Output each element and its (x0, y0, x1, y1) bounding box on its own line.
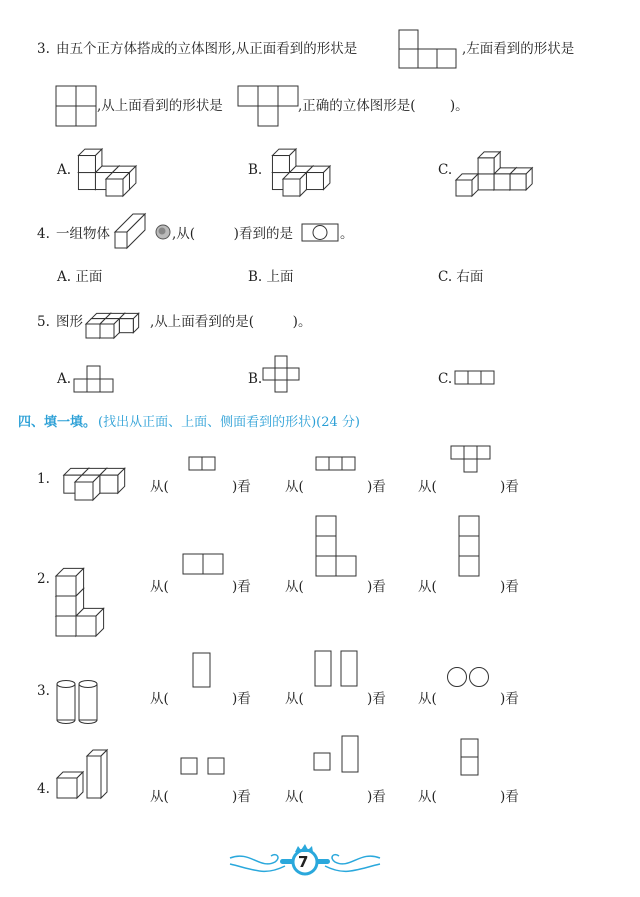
row-3-from-label-2: 从( (285, 691, 304, 707)
view-cell (258, 106, 278, 126)
circle-view (313, 226, 327, 240)
row-4-view-3 (460, 738, 482, 778)
cube-front (510, 174, 526, 190)
view-cell (193, 653, 210, 687)
view-cell (275, 356, 287, 368)
view-cell (76, 86, 96, 106)
row-1-look-label-1: )看 (232, 479, 251, 495)
row-1-figure (55, 462, 127, 502)
view-cell (314, 753, 330, 770)
cube-front (494, 174, 510, 190)
q3-number: 3. (37, 41, 50, 57)
row-4-view-2 (312, 735, 362, 777)
row-2-from-label-1: 从( (150, 579, 169, 595)
row-2-number: 2. (37, 571, 50, 587)
view-cell (329, 457, 342, 470)
q4-objects-figure (113, 212, 175, 252)
page-number: 7 (298, 853, 309, 871)
row-1-from-label-1: 从( (150, 479, 169, 495)
cylinder-top (57, 681, 75, 688)
q3-line1-end: ,左面看到的形状是 (462, 41, 575, 57)
row-4-look-label-2: )看 (367, 789, 386, 805)
row-2-view-3 (458, 515, 482, 579)
view-cell (464, 459, 477, 472)
ornament-crown (295, 844, 313, 852)
cube-front (106, 179, 123, 196)
row-1-answer-blank-3[interactable] (440, 478, 496, 496)
cube-front (119, 319, 133, 333)
view-cell (238, 86, 258, 106)
section4-subtitle: (找出从正面、上面、侧面看到的形状)(24 分) (98, 415, 360, 430)
view-cell (208, 758, 224, 774)
row-3-number: 3. (37, 683, 50, 699)
view-cell (316, 457, 329, 470)
q5-option-b[interactable]: B. (248, 371, 263, 387)
cube-front (478, 158, 494, 174)
cube-front (478, 174, 494, 190)
q4-text-b: ,从( )看到的是 (172, 226, 293, 242)
row-2-look-label-3: )看 (500, 579, 519, 595)
view-cell (275, 380, 287, 392)
section4-title: 四、填一填。 (18, 415, 97, 430)
row-1-number: 1. (37, 471, 50, 487)
row-2-from-label-2: 从( (285, 579, 304, 595)
q3-line1: 由五个正方体搭成的立体图形,从正面看到的形状是 (56, 41, 358, 57)
view-cell (399, 30, 418, 49)
row-1-from-label-2: 从( (285, 479, 304, 495)
cylinder-body (79, 684, 97, 720)
row-1-answer-blank-1[interactable] (172, 478, 228, 496)
row-1-view-1 (188, 456, 218, 474)
ornament-swirl-left (230, 855, 285, 872)
q5-option-a[interactable]: A. (57, 371, 72, 387)
view-cell (278, 86, 298, 106)
cylinder-base (79, 720, 97, 723)
row-3-answer-blank-3[interactable] (440, 690, 496, 708)
q4-view-figure (301, 222, 341, 244)
cube-front (78, 156, 95, 173)
q3-top-view-figure (237, 84, 301, 128)
row-1-view-3 (450, 445, 496, 477)
q3-option-a-figure (70, 136, 142, 198)
q5-text-b: ,从上面看到的是( )。 (150, 314, 312, 330)
q4-number: 4. (37, 226, 50, 242)
cube-front (56, 576, 76, 596)
q5-option-a-figure (73, 360, 117, 394)
row-3-view-3 (446, 666, 496, 690)
cube-front (75, 482, 93, 500)
row-3-look-label-3: )看 (500, 691, 519, 707)
view-cell (258, 86, 278, 106)
row-4-number: 4. (37, 781, 50, 797)
cube-front (115, 232, 127, 248)
view-cell (76, 106, 96, 126)
view-cell (336, 556, 356, 576)
q3-left-view-figure (55, 84, 99, 128)
view-cell (461, 739, 478, 757)
view-cell (87, 379, 100, 392)
view-cell (275, 368, 287, 380)
cylinder-base (57, 720, 75, 724)
view-cell (87, 366, 100, 379)
row-2-answer-blank-2[interactable] (307, 578, 363, 596)
view-cell (418, 49, 437, 68)
cube-side (101, 750, 107, 798)
cube-front (87, 756, 101, 798)
circle-view (470, 668, 489, 687)
cube-front (57, 778, 77, 798)
row-4-from-label-3: 从( (418, 789, 437, 805)
q4-option-b[interactable]: B. 上面 (248, 269, 294, 285)
view-cell (315, 651, 331, 686)
q3-option-b-figure (264, 136, 336, 198)
row-3-view-2 (314, 650, 360, 690)
q5-option-c[interactable]: C. (438, 371, 453, 387)
row-3-answer-blank-2[interactable] (307, 690, 363, 708)
view-cell (459, 536, 479, 556)
row-4-view-1 (180, 756, 228, 778)
row-1-look-label-3: )看 (500, 479, 519, 495)
view-cell (399, 49, 418, 68)
q3-option-a[interactable]: A. (57, 162, 72, 178)
row-2-figure (55, 568, 107, 638)
q5-number: 5. (37, 314, 50, 330)
q4-option-a[interactable]: A. 正面 (57, 269, 103, 285)
view-cell (451, 446, 464, 459)
q3-option-c-figure (454, 136, 526, 198)
row-2-from-label-3: 从( (418, 579, 437, 595)
row-2-answer-blank-3[interactable] (440, 578, 496, 596)
q3-option-c[interactable]: C. (438, 162, 453, 178)
q5-option-c-figure (453, 368, 497, 388)
row-3-answer-blank-1[interactable] (172, 690, 228, 708)
view-cell (287, 368, 299, 380)
view-cell (189, 457, 202, 470)
q3-front-view-figure (398, 28, 462, 72)
circle-view (448, 668, 467, 687)
view-cell (74, 379, 87, 392)
q5-figure (84, 298, 156, 342)
q4-text-end: 。 (340, 226, 354, 242)
view-cell (459, 516, 479, 536)
row-1-view-2 (315, 456, 361, 474)
row-3-look-label-1: )看 (232, 691, 251, 707)
row-4-answer-blank-3[interactable] (440, 788, 496, 806)
cube-front (56, 596, 76, 616)
view-cell (181, 758, 197, 774)
row-2-look-label-2: )看 (367, 579, 386, 595)
q4-option-c[interactable]: C. 右面 (438, 269, 484, 285)
view-cell (464, 446, 477, 459)
row-3-look-label-2: )看 (367, 691, 386, 707)
row-4-answer-blank-2[interactable] (307, 788, 363, 806)
q4-text-a: 一组物体 (56, 226, 110, 242)
row-4-figure (55, 748, 111, 804)
q3-option-b[interactable]: B. (248, 162, 263, 178)
row-2-view-1 (182, 553, 226, 577)
view-cell (203, 554, 223, 574)
cube-front (306, 173, 323, 190)
row-3-from-label-1: 从( (150, 691, 169, 707)
q5-text-a: 图形 (56, 314, 83, 330)
cube-front (76, 616, 96, 636)
row-1-answer-blank-2[interactable] (307, 478, 363, 496)
view-cell (100, 379, 113, 392)
cube-front (283, 179, 300, 196)
cube-front (86, 324, 100, 338)
row-4-answer-blank-1[interactable] (172, 788, 228, 806)
view-cell (477, 446, 490, 459)
row-2-answer-blank-1[interactable] (172, 578, 228, 596)
row-2-view-2 (315, 515, 359, 579)
q5-option-b-figure (261, 354, 301, 396)
row-1-from-label-3: 从( (418, 479, 437, 495)
cube-front (78, 173, 95, 190)
view-cell (342, 457, 355, 470)
q3-line2-b: ,正确的立体图形是( )。 (298, 98, 469, 114)
view-cell (481, 371, 494, 384)
view-cell (459, 556, 479, 576)
row-3-figure (55, 678, 103, 724)
row-4-from-label-2: 从( (285, 789, 304, 805)
view-cell (437, 49, 456, 68)
cylinder-top (79, 681, 97, 688)
view-cell (316, 536, 336, 556)
view-cell (183, 554, 203, 574)
row-2-look-label-1: )看 (232, 579, 251, 595)
cylinder-body (57, 684, 75, 720)
cube-front (456, 180, 472, 196)
view-cell (468, 371, 481, 384)
cube-front (272, 156, 289, 173)
ornament-swirl-right (325, 855, 380, 872)
cube-front (100, 324, 114, 338)
row-3-from-label-3: 从( (418, 691, 437, 707)
view-cell (455, 371, 468, 384)
view-cell (316, 556, 336, 576)
view-cell (342, 736, 358, 772)
row-4-look-label-3: )看 (500, 789, 519, 805)
row-4-from-label-1: 从( (150, 789, 169, 805)
view-cell (56, 106, 76, 126)
cube-front (56, 616, 76, 636)
view-cell (341, 651, 357, 686)
row-1-look-label-2: )看 (367, 479, 386, 495)
view-cell (263, 368, 275, 380)
view-cell (56, 86, 76, 106)
view-cell (316, 516, 336, 536)
q3-line2-a: ,从上面看到的形状是 (97, 98, 223, 114)
view-cell (202, 457, 215, 470)
row-4-look-label-1: )看 (232, 789, 251, 805)
sphere-shade (159, 228, 166, 235)
cube-front (100, 475, 118, 493)
row-3-view-1 (192, 652, 212, 690)
view-cell (461, 757, 478, 775)
